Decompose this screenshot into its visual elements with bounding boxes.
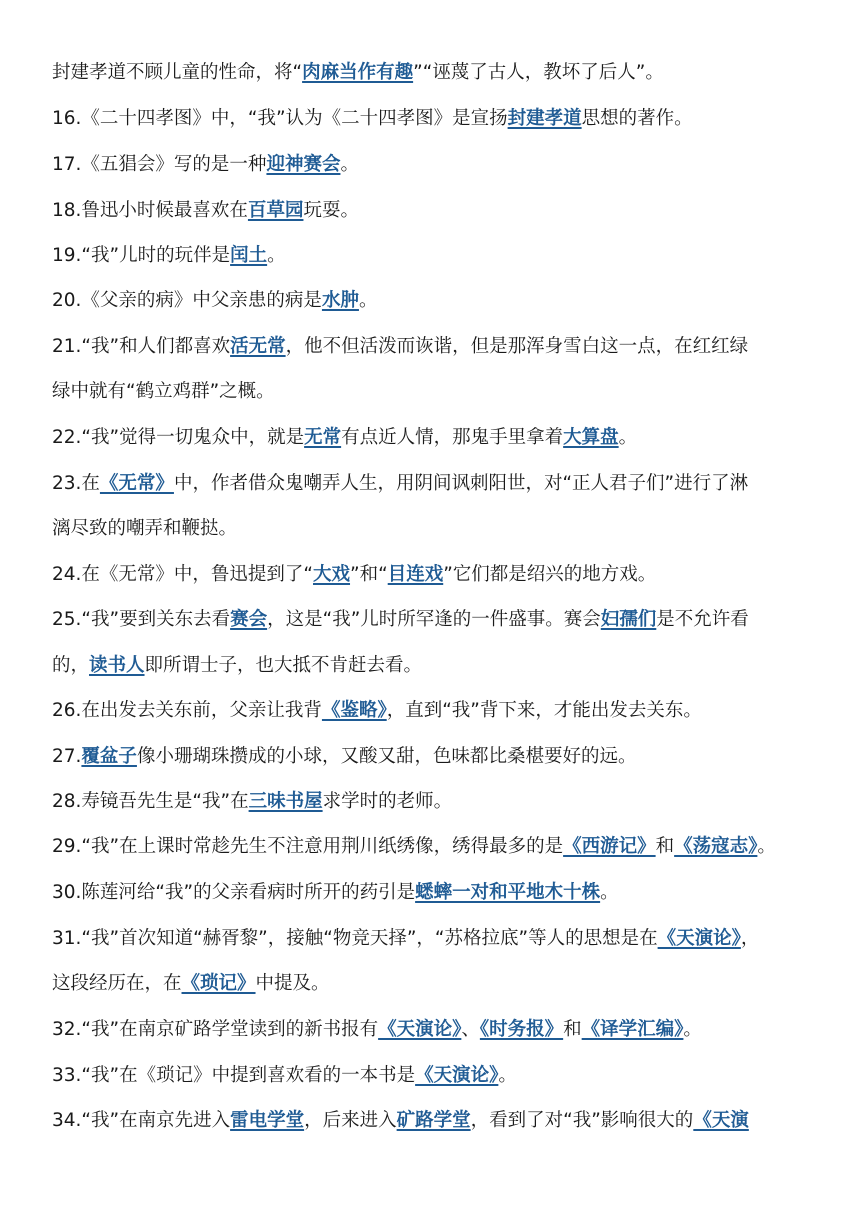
line-text: 有点近人情，那鬼手里拿着 [341,427,564,448]
answer-text: 《译学汇编》 [581,1019,684,1040]
text-line [52,560,656,590]
answer-text: 《天演论》 [657,928,741,949]
answer-text: 三味书屋 [248,791,323,812]
text-line [52,969,330,999]
text-line [52,286,377,316]
line-text: 中提及。 [255,973,330,994]
answer-text: 大戏 [313,564,351,585]
answer-text: 活无常 [230,336,286,357]
answer-text: 水肿 [321,290,359,311]
line-text: 。 [600,882,619,903]
line-text: 这段经历在，在 [52,973,182,994]
line-text: 21.“我”和人们都喜欢 [52,336,231,357]
text-line [52,1106,749,1136]
text-line [52,742,636,772]
text-line [52,787,452,817]
answer-text: 《鉴略》 [321,700,387,721]
text-line [52,423,637,453]
line-text: 17.《五猖会》写的是一种 [52,154,267,175]
line-text: 和 [563,1019,582,1040]
line-text: ”和“ [350,564,388,585]
answer-text: 《天演 [693,1110,749,1131]
text-line [52,58,664,88]
line-text: 和 [655,836,675,857]
answer-text: 《西游记》 [563,836,656,857]
text-line [52,377,275,407]
answer-text: 《琐记》 [181,973,256,994]
text-line [52,469,748,499]
line-text: ， [740,928,760,949]
line-text: 33.“我”在《琐记》中提到喜欢看的一本书是 [52,1065,416,1086]
answer-text: 《荡寇志》 [674,836,758,857]
answer-text: 雷电学堂 [230,1110,305,1131]
line-text: 。 [683,1019,702,1040]
line-text: 34.“我”在南京先进入 [52,1110,231,1131]
line-text: 。 [757,836,776,857]
answer-text: 妇孺们 [600,609,657,630]
text-line [52,196,359,226]
answer-text: 迎神赛会 [266,154,341,175]
line-text: 、 [461,1019,480,1040]
line-text: 像小珊瑚珠攒成的小球，又酸又甜，色味都比桑椹要好的远。 [136,746,637,767]
line-text: 是不允许看 [656,609,749,630]
text-line [52,651,422,681]
line-text: 玩耍。 [303,200,359,221]
text-line [52,150,359,180]
line-text: 31.“我”首次知道“赫胥黎”，接触“物竞天择”，“苏格拉底”等人的思想是在 [52,928,658,949]
line-text: 的， [52,655,90,676]
line-text: 24.在《无常》中，鲁迅提到了“ [52,564,314,585]
line-text: ，后来进入 [304,1110,397,1131]
text-line [52,878,619,908]
line-text: 25.“我”要到关东去看 [52,609,231,630]
line-text: 16.《二十四孝图》中，“我”认为《二十四孝图》是宣扬 [52,108,508,129]
answer-text: 大算盘 [563,427,619,448]
text-line [52,924,759,954]
line-text: 。 [267,245,286,266]
line-text: ，他不但活泼而诙谐，但是那浑身雪白这一点，在红红绿 [285,336,749,357]
answer-text: 矿路学堂 [396,1110,471,1131]
line-text: 19.“我”儿时的玩伴是 [52,245,231,266]
answer-text: 覆盆子 [81,746,137,767]
line-text: 漓尽致的嘲弄和鞭挞。 [52,518,238,539]
answer-text: 蟋蟀一对和平地木十株 [415,882,601,903]
text-line [52,832,776,862]
answer-text: 《无常》 [99,473,174,494]
answer-text: 《天演论》 [378,1019,462,1040]
line-text: ，直到“我”背下来，才能出发去关东。 [386,700,702,721]
line-text: 思想的著作。 [581,108,693,129]
line-text: 22.“我”觉得一切鬼众中，就是 [52,427,305,448]
text-line [52,1015,702,1045]
text-line [52,1061,517,1091]
answer-text: 无常 [304,427,342,448]
line-text: 。 [618,427,638,448]
line-text: ，看到了对“我”影响很大的 [470,1110,694,1131]
line-text: 27. [52,746,82,767]
line-text: 30.陈莲河给“我”的父亲看病时所开的药引是 [52,882,416,903]
answer-text: 赛会 [230,609,268,630]
line-text: 求学时的老师。 [322,791,453,812]
answer-text: 肉麻当作有趣 [302,62,414,83]
text-line [52,605,749,635]
line-text: 23.在 [52,473,100,494]
line-text: 18.鲁迅小时候最喜欢在 [52,200,248,221]
line-text: 。 [498,1065,517,1086]
line-text: ”“诬蔑了古人，教坏了后人”。 [413,62,664,83]
line-text: 28.寿镜吾先生是“我”在 [52,791,249,812]
line-text: 29.“我”在上课时常趁先生不注意用荆川纸绣像，绣得最多的是 [52,836,564,857]
line-text: 。 [340,154,359,175]
answer-text: 闰土 [230,245,268,266]
text-line [52,104,693,134]
line-text: ”它们都是绍兴的地方戏。 [443,564,657,585]
line-text: 。 [358,290,378,311]
answer-text: 百草园 [247,200,304,221]
text-line [52,514,237,544]
answer-text: 《时务报》 [479,1019,564,1040]
line-text: 封建孝道不顾儿童的性命，将“ [52,62,303,83]
text-line [52,332,748,362]
line-text: 20.《父亲的病》中父亲患的病是 [52,290,322,311]
answer-text: 目连戏 [387,564,444,585]
text-line [52,241,286,271]
line-text: 32.“我”在南京矿路学堂读到的新书报有 [52,1019,379,1040]
answer-text: 读书人 [89,655,145,676]
answer-text: 封建孝道 [507,108,582,129]
text-line [52,696,702,726]
line-text: 绿中就有“鹤立鸡群”之概。 [52,381,275,402]
line-text: ，这是“我”儿时所罕逢的一件盛事。赛会 [267,609,601,630]
line-text: 26.在出发去关东前，父亲让我背 [52,700,322,721]
line-text: 即所谓士子，也大抵不肯赶去看。 [144,655,423,676]
answer-text: 《天演论》 [415,1065,499,1086]
line-text: 中，作者借众鬼嘲弄人生，用阴间讽刺阳世，对“正人君子们”进行了淋 [173,473,749,494]
